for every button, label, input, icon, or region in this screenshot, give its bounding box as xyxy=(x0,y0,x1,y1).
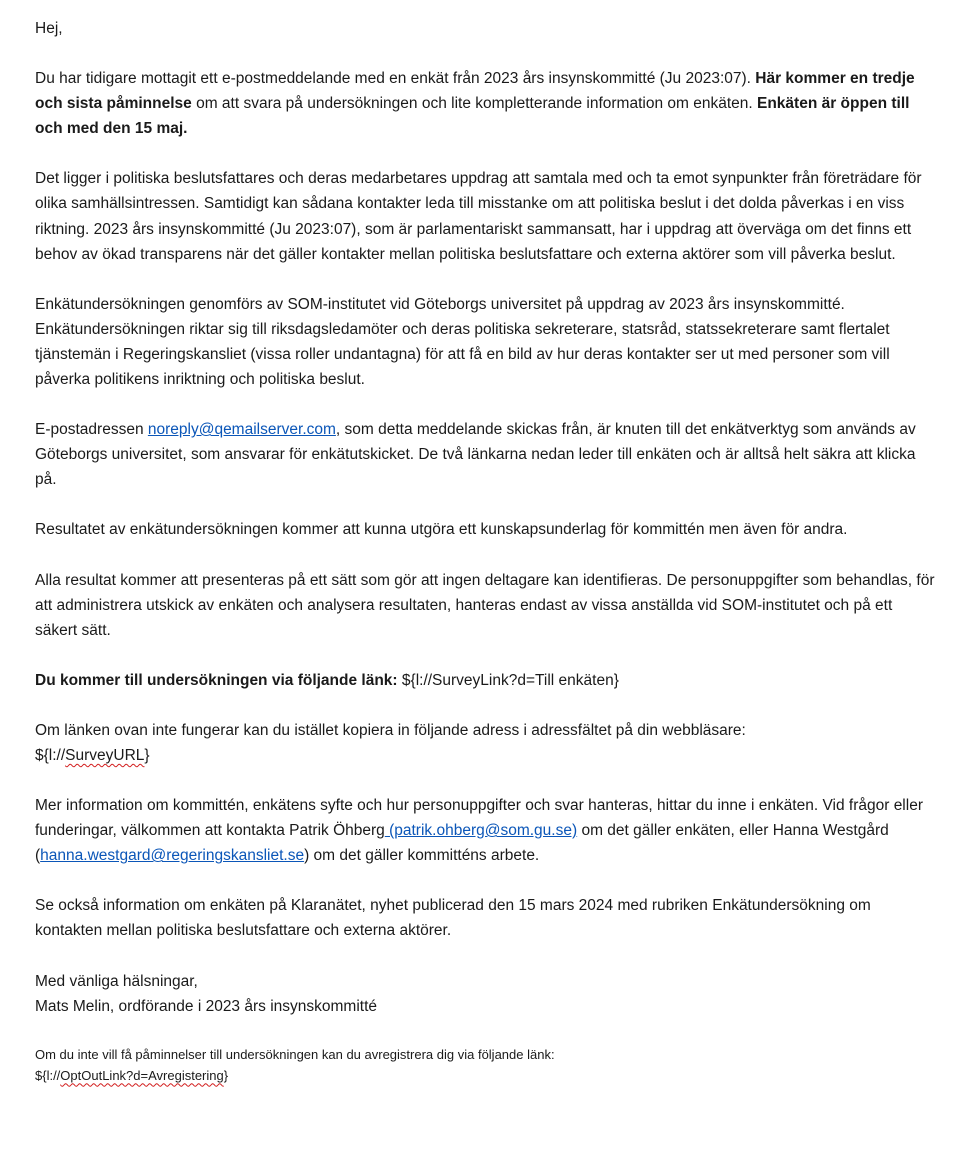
contact-link-patrik[interactable]: (patrik.ohberg@som.gu.se) xyxy=(384,822,578,840)
contact-link-hanna[interactable]: hanna.westgard@regeringskansliet.se xyxy=(40,847,305,865)
closing-signature: Mats Melin, ordförande i 2023 års insynskommitté xyxy=(35,997,378,1015)
fallback-url-suffix: } xyxy=(144,746,150,764)
fallback-url-prefix: ${l:// xyxy=(35,746,66,764)
paragraph-intro xyxy=(35,66,935,141)
paragraph-results: Resultatet av enkätundersökningen kommer att kunna utgöra ett kunskapsunderlag för kommittén men även för andra. xyxy=(35,521,848,539)
paragraph-sender xyxy=(35,417,935,492)
survey-link-placeholder[interactable]: ${l://SurveyLink?d=Till enkäten} xyxy=(397,671,619,689)
email-body xyxy=(35,16,935,1111)
intro-text: Du har tidigare mottagit ett e-postmeddelande med en enkät från 2023 års insynskommitté (Ju 2023:07). xyxy=(35,70,756,88)
contacts-text-cont: om det gäller enkäten, eller Hanna Westgård ( xyxy=(35,822,889,865)
paragraph-survey-link xyxy=(35,668,935,693)
survey-link-label: Du kommer till undersökningen via följande länk: xyxy=(35,671,398,689)
paragraph-fallback-url xyxy=(35,718,935,768)
intro-reminder-bold: Här kommer en tredje och sista påminnelse xyxy=(35,70,915,113)
fallback-url-text: Om länken ovan inte fungerar kan du istället kopiera in följande adress i adressfältet på din webbläsare: xyxy=(35,721,746,739)
optout-text: Om du inte vill få påminnelser till undersökningen kan du avregistrera dig via följande länk: xyxy=(35,1046,555,1062)
paragraph-klaranatet: Se också information om enkäten på Klaranätet, nyhet publicerad den 15 mars 2024 med rubriken Enkätundersökning om kontakten mellan politiska beslutsfattare och externa aktörer. xyxy=(35,897,871,940)
sender-text-cont: , som detta meddelande skickas från, är knuten till det enkätverktyg som används av Göteborgs universitet, som ansvarar för enkätutskicket. De två länkarna nedan leder till enkäten och är alltså helt säkra att klicka på. xyxy=(35,421,916,489)
paragraph-privacy: Alla resultat kommer att presenteras på ett sätt som gör att ingen deltagare kan identifieras. De personuppgifter som behandlas, för att administrera utskick av enkäten och analysera resultaten, hanteras endast av vissa anställda vid SOM-institutet och på ett säkert sätt. xyxy=(35,571,935,639)
optout-link-placeholder[interactable]: OptOutLink?d=Avregistering xyxy=(60,1067,224,1083)
closing-regards: Med vänliga hälsningar, xyxy=(35,972,198,990)
sender-text: E-postadressen xyxy=(35,421,148,439)
greeting: Hej, xyxy=(35,20,63,37)
contacts-text: Mer information om kommittén, enkätens syfte och hur personuppgifter och svar hanteras, hittar du inne i enkäten. Vid frågor eller funderingar, välkommen att kontakta Patrik Öhberg xyxy=(35,797,923,840)
paragraph-survey-info: Enkätundersökningen genomförs av SOM-institutet vid Göteborgs universitet på uppdrag av 2023 års insynskommitté. Enkätundersökningen riktar sig till riksdagsledamöter och deras politiska sekreterare, statsråd, statssekreterare samt flertalet tjänstemän i Regeringskansliet (vissa roller undantagna) för att få en bild av hur deras kontakter ser ut med personer som vill påverka politikens inriktning och politiska beslut. xyxy=(35,295,890,389)
footer-optout xyxy=(35,1044,935,1086)
fallback-url-placeholder[interactable]: SurveyURL xyxy=(65,746,145,764)
paragraph-context: Det ligger i politiska beslutsfattares och deras medarbetares uppdrag att samtala med och ta emot synpunkter från företrädare för olika samhällsintressen. Samtidigt kan sådana kontakter leda till misstanke om att politiska beslut i det dolda påverkas i en viss riktning. 2023 års insynskommitté (Ju 2023:07), som är parlamentariskt sammansatt, har i uppdrag att överväga om det finns ett behov av ökad transparens när det gäller kontakter mellan politiska beslutsfattare och externa aktörer som vill påverka beslut. xyxy=(35,170,922,263)
paragraph-contacts xyxy=(35,793,935,868)
optout-prefix: ${l:// xyxy=(35,1067,61,1083)
sender-email-link[interactable]: noreply@qemailserver.com xyxy=(147,421,336,439)
intro-deadline-bold: Enkäten är öppen till och med den 15 maj. xyxy=(35,95,910,138)
contacts-text-end: ) om det gäller kommitténs arbete. xyxy=(304,847,540,865)
optout-suffix: } xyxy=(223,1067,229,1083)
intro-text-cont: om att svara på undersökningen och lite kompletterande information om enkäten. xyxy=(191,95,757,113)
closing xyxy=(35,969,935,1019)
